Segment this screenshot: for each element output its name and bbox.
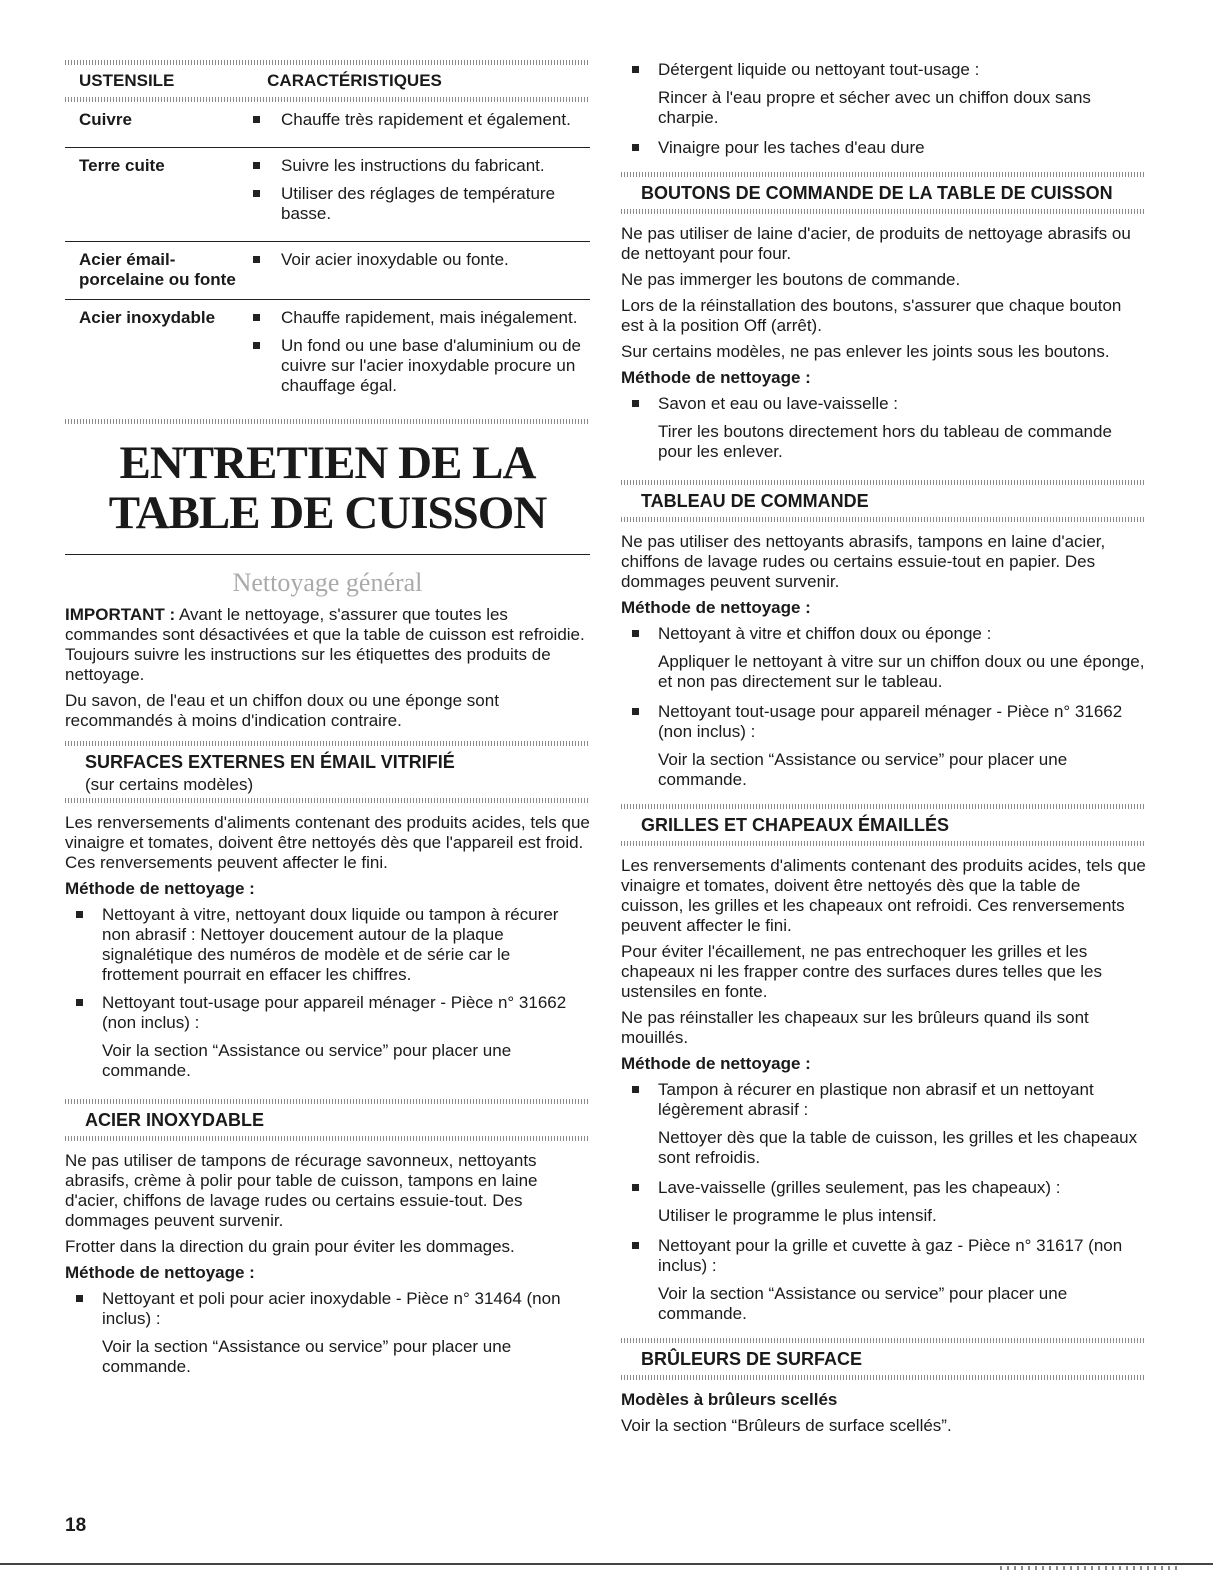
page-number: 18 bbox=[65, 1515, 87, 1536]
divider bbox=[621, 841, 1146, 846]
divider bbox=[621, 517, 1146, 522]
table-header-utensil: USTENSILE bbox=[79, 71, 175, 90]
characteristic-item: Suivre les instructions du fabricant. bbox=[239, 156, 590, 176]
section-subheading: (sur certains modèles) bbox=[85, 775, 254, 794]
section-heading-inox: ACIER INOXYDABLE bbox=[85, 1110, 265, 1130]
section-heading-buttons: BOUTONS DE COMMANDE DE LA TABLE DE CUISSON bbox=[641, 183, 1113, 203]
utensil-name: Cuivre bbox=[65, 102, 239, 148]
method-label: Méthode de nettoyage : bbox=[621, 1054, 811, 1073]
paragraph: Sur certains modèles, ne pas enlever les joints sous les boutons. bbox=[621, 342, 1110, 361]
paragraph: Les renversements d'aliments contenant des produits acides, tels que vinaigre et tomates, doivent être nettoyés dès que la table de cuisson, les grilles et les chapeaux ont refroidi. Ces renversements peuvent affecter le fini. bbox=[621, 856, 1146, 935]
bullet-detail: Appliquer le nettoyant à vitre sur un chiffon doux ou une éponge, et non pas directement sur le tableau. bbox=[658, 652, 1145, 691]
bottom-dots bbox=[1000, 1566, 1180, 1570]
method-label: Méthode de nettoyage : bbox=[621, 368, 811, 387]
bullet-detail: Voir la section “Assistance ou service” pour placer une commande. bbox=[102, 1041, 512, 1080]
bullet-item: Nettoyant à vitre, nettoyant doux liquide ou tampon à récurer non abrasif : Nettoyer doucement autour de la plaque signalétique des numéros de modèle et de série car le frottement pourrait en effacer les chiffres. bbox=[65, 905, 590, 985]
left-column bbox=[65, 60, 590, 1387]
title-rule bbox=[65, 554, 590, 555]
method-label: Méthode de nettoyage : bbox=[65, 1263, 255, 1282]
table-row bbox=[65, 242, 590, 300]
bullet-item: Détergent liquide ou nettoyant tout-usage : bbox=[621, 60, 1146, 80]
divider bbox=[65, 1136, 590, 1141]
cookware-table bbox=[65, 65, 590, 97]
characteristic-item: Voir acier inoxydable ou fonte. bbox=[239, 250, 590, 270]
characteristic-item: Un fond ou une base d'aluminium ou de cuivre sur l'acier inoxydable procure un chauffage égal. bbox=[239, 336, 590, 396]
bullet-detail: Voir la section “Assistance ou service” pour placer une commande. bbox=[658, 750, 1068, 789]
table-row bbox=[65, 148, 590, 242]
bullet-detail: Rincer à l'eau propre et sécher avec un chiffon doux sans charpie. bbox=[658, 88, 1091, 127]
right-column bbox=[621, 60, 1146, 1442]
bottom-rule bbox=[0, 1563, 1213, 1565]
divider bbox=[621, 209, 1146, 214]
paragraph: Ne pas immerger les boutons de commande. bbox=[621, 270, 961, 289]
section-heading-grates: GRILLES ET CHAPEAUX ÉMAILLÉS bbox=[641, 815, 950, 835]
bullet-detail: Utiliser le programme le plus intensif. bbox=[658, 1206, 937, 1225]
bullet-item: Nettoyant tout-usage pour appareil ménager - Pièce n° 31662 (non inclus) : bbox=[621, 702, 1146, 742]
paragraph: Lors de la réinstallation des boutons, s'assurer que chaque bouton est à la position Off (arrêt). bbox=[621, 296, 1122, 335]
important-paragraph bbox=[65, 605, 590, 685]
subheading-sealed-burners: Modèles à brûleurs scellés bbox=[621, 1390, 838, 1409]
bullet-item: Vinaigre pour les taches d'eau dure bbox=[621, 138, 1146, 158]
divider bbox=[65, 798, 590, 803]
cookware-table-body bbox=[65, 102, 590, 413]
important-label: IMPORTANT : bbox=[65, 605, 176, 624]
important-text: Avant le nettoyage, s'assurer que toutes les commandes sont désactivées et que la table de cuisson est refroidie. Toujours suivre les instructions sur les étiquettes des produits de nettoyage. bbox=[65, 605, 585, 684]
paragraph: Frotter dans la direction du grain pour éviter les dommages. bbox=[65, 1237, 515, 1256]
bullet-item: Tampon à récurer en plastique non abrasif et un nettoyant légèrement abrasif : bbox=[621, 1080, 1146, 1120]
utensil-name: Acier émail-porcelaine ou fonte bbox=[65, 242, 239, 300]
paragraph: Pour éviter l'écaillement, ne pas entrechoquer les grilles et les chapeaux ni les frapper contre des surfaces dures telles que les ustensiles en fonte. bbox=[621, 942, 1102, 1001]
utensil-name: Acier inoxydable bbox=[79, 308, 216, 327]
utensil-name: Terre cuite bbox=[65, 148, 239, 242]
section-subtitle: Nettoyage général bbox=[232, 568, 423, 597]
characteristics-cell bbox=[239, 242, 590, 300]
divider bbox=[65, 419, 590, 424]
bullet-detail: Voir la section “Assistance ou service” pour placer une commande. bbox=[102, 1337, 512, 1376]
bullet-item: Nettoyant et poli pour acier inoxydable - Pièce n° 31464 (non inclus) : bbox=[65, 1289, 590, 1329]
section-heading-surfaces: SURFACES EXTERNES EN ÉMAIL VITRIFIÉ bbox=[85, 752, 455, 772]
bullet-detail: Nettoyer dès que la table de cuisson, les grilles et les chapeaux sont refroidis. bbox=[658, 1128, 1138, 1167]
bullet-item: Nettoyant tout-usage pour appareil ménager - Pièce n° 31662 (non inclus) : bbox=[65, 993, 590, 1033]
characteristic-item: Utiliser des réglages de température basse. bbox=[239, 184, 590, 224]
page-title: ENTRETIEN DE LA TABLE DE CUISSON bbox=[108, 437, 547, 539]
bullet-detail: Tirer les boutons directement hors du tableau de commande pour les enlever. bbox=[658, 422, 1112, 461]
characteristic-item: Chauffe rapidement, mais inégalement. bbox=[239, 308, 590, 328]
characteristics-cell bbox=[239, 300, 590, 414]
bullet-item: Nettoyant pour la grille et cuvette à gaz - Pièce n° 31617 (non inclus) : bbox=[621, 1236, 1146, 1276]
bullet-item: Savon et eau ou lave-vaisselle : bbox=[621, 394, 1146, 414]
intro-paragraph: Du savon, de l'eau et un chiffon doux ou une éponge sont recommandés à moins d'indication contraire. bbox=[65, 691, 499, 730]
paragraph: Voir la section “Brûleurs de surface scellés”. bbox=[621, 1416, 952, 1435]
paragraph: Ne pas utiliser de tampons de récurage savonneux, nettoyants abrasifs, crème à polir pour table de cuisson, tampons en laine d'acier, chiffons de lavage rudes ou certains essuie-tout. Des dommages peuvent survenir. bbox=[65, 1151, 538, 1230]
characteristic-item: Chauffe très rapidement et également. bbox=[239, 110, 590, 130]
paragraph: Ne pas utiliser des nettoyants abrasifs, tampons en laine d'acier, chiffons de lavage rudes ou certains essuie-tout en papier. Des dommages peuvent survenir. bbox=[621, 532, 1106, 591]
section-heading-burners: BRÛLEURS DE SURFACE bbox=[641, 1349, 863, 1369]
paragraph: Ne pas réinstaller les chapeaux sur les brûleurs quand ils sont mouillés. bbox=[621, 1008, 1089, 1047]
characteristics-cell bbox=[239, 102, 590, 148]
method-label: Méthode de nettoyage : bbox=[621, 598, 811, 617]
paragraph: Ne pas utiliser de laine d'acier, de produits de nettoyage abrasifs ou de nettoyant pour four. bbox=[621, 224, 1131, 263]
bullet-detail: Voir la section “Assistance ou service” pour placer une commande. bbox=[658, 1284, 1068, 1323]
table-header-row bbox=[65, 65, 590, 97]
paragraph: Les renversements d'aliments contenant des produits acides, tels que vinaigre et tomates, doivent être nettoyés dès que l'appareil est froid. Ces renversements peuvent affecter le fini. bbox=[65, 813, 590, 872]
section-heading-control-panel: TABLEAU DE COMMANDE bbox=[641, 491, 869, 511]
table-row bbox=[65, 300, 590, 414]
characteristics-cell bbox=[239, 148, 590, 242]
table-row bbox=[65, 102, 590, 148]
bullet-item: Nettoyant à vitre et chiffon doux ou éponge : bbox=[621, 624, 1146, 644]
method-label: Méthode de nettoyage : bbox=[65, 879, 255, 898]
bullet-item: Lave-vaisselle (grilles seulement, pas les chapeaux) : bbox=[621, 1178, 1146, 1198]
table-header-characteristics: CARACTÉRISTIQUES bbox=[267, 71, 442, 90]
divider bbox=[621, 1375, 1146, 1380]
